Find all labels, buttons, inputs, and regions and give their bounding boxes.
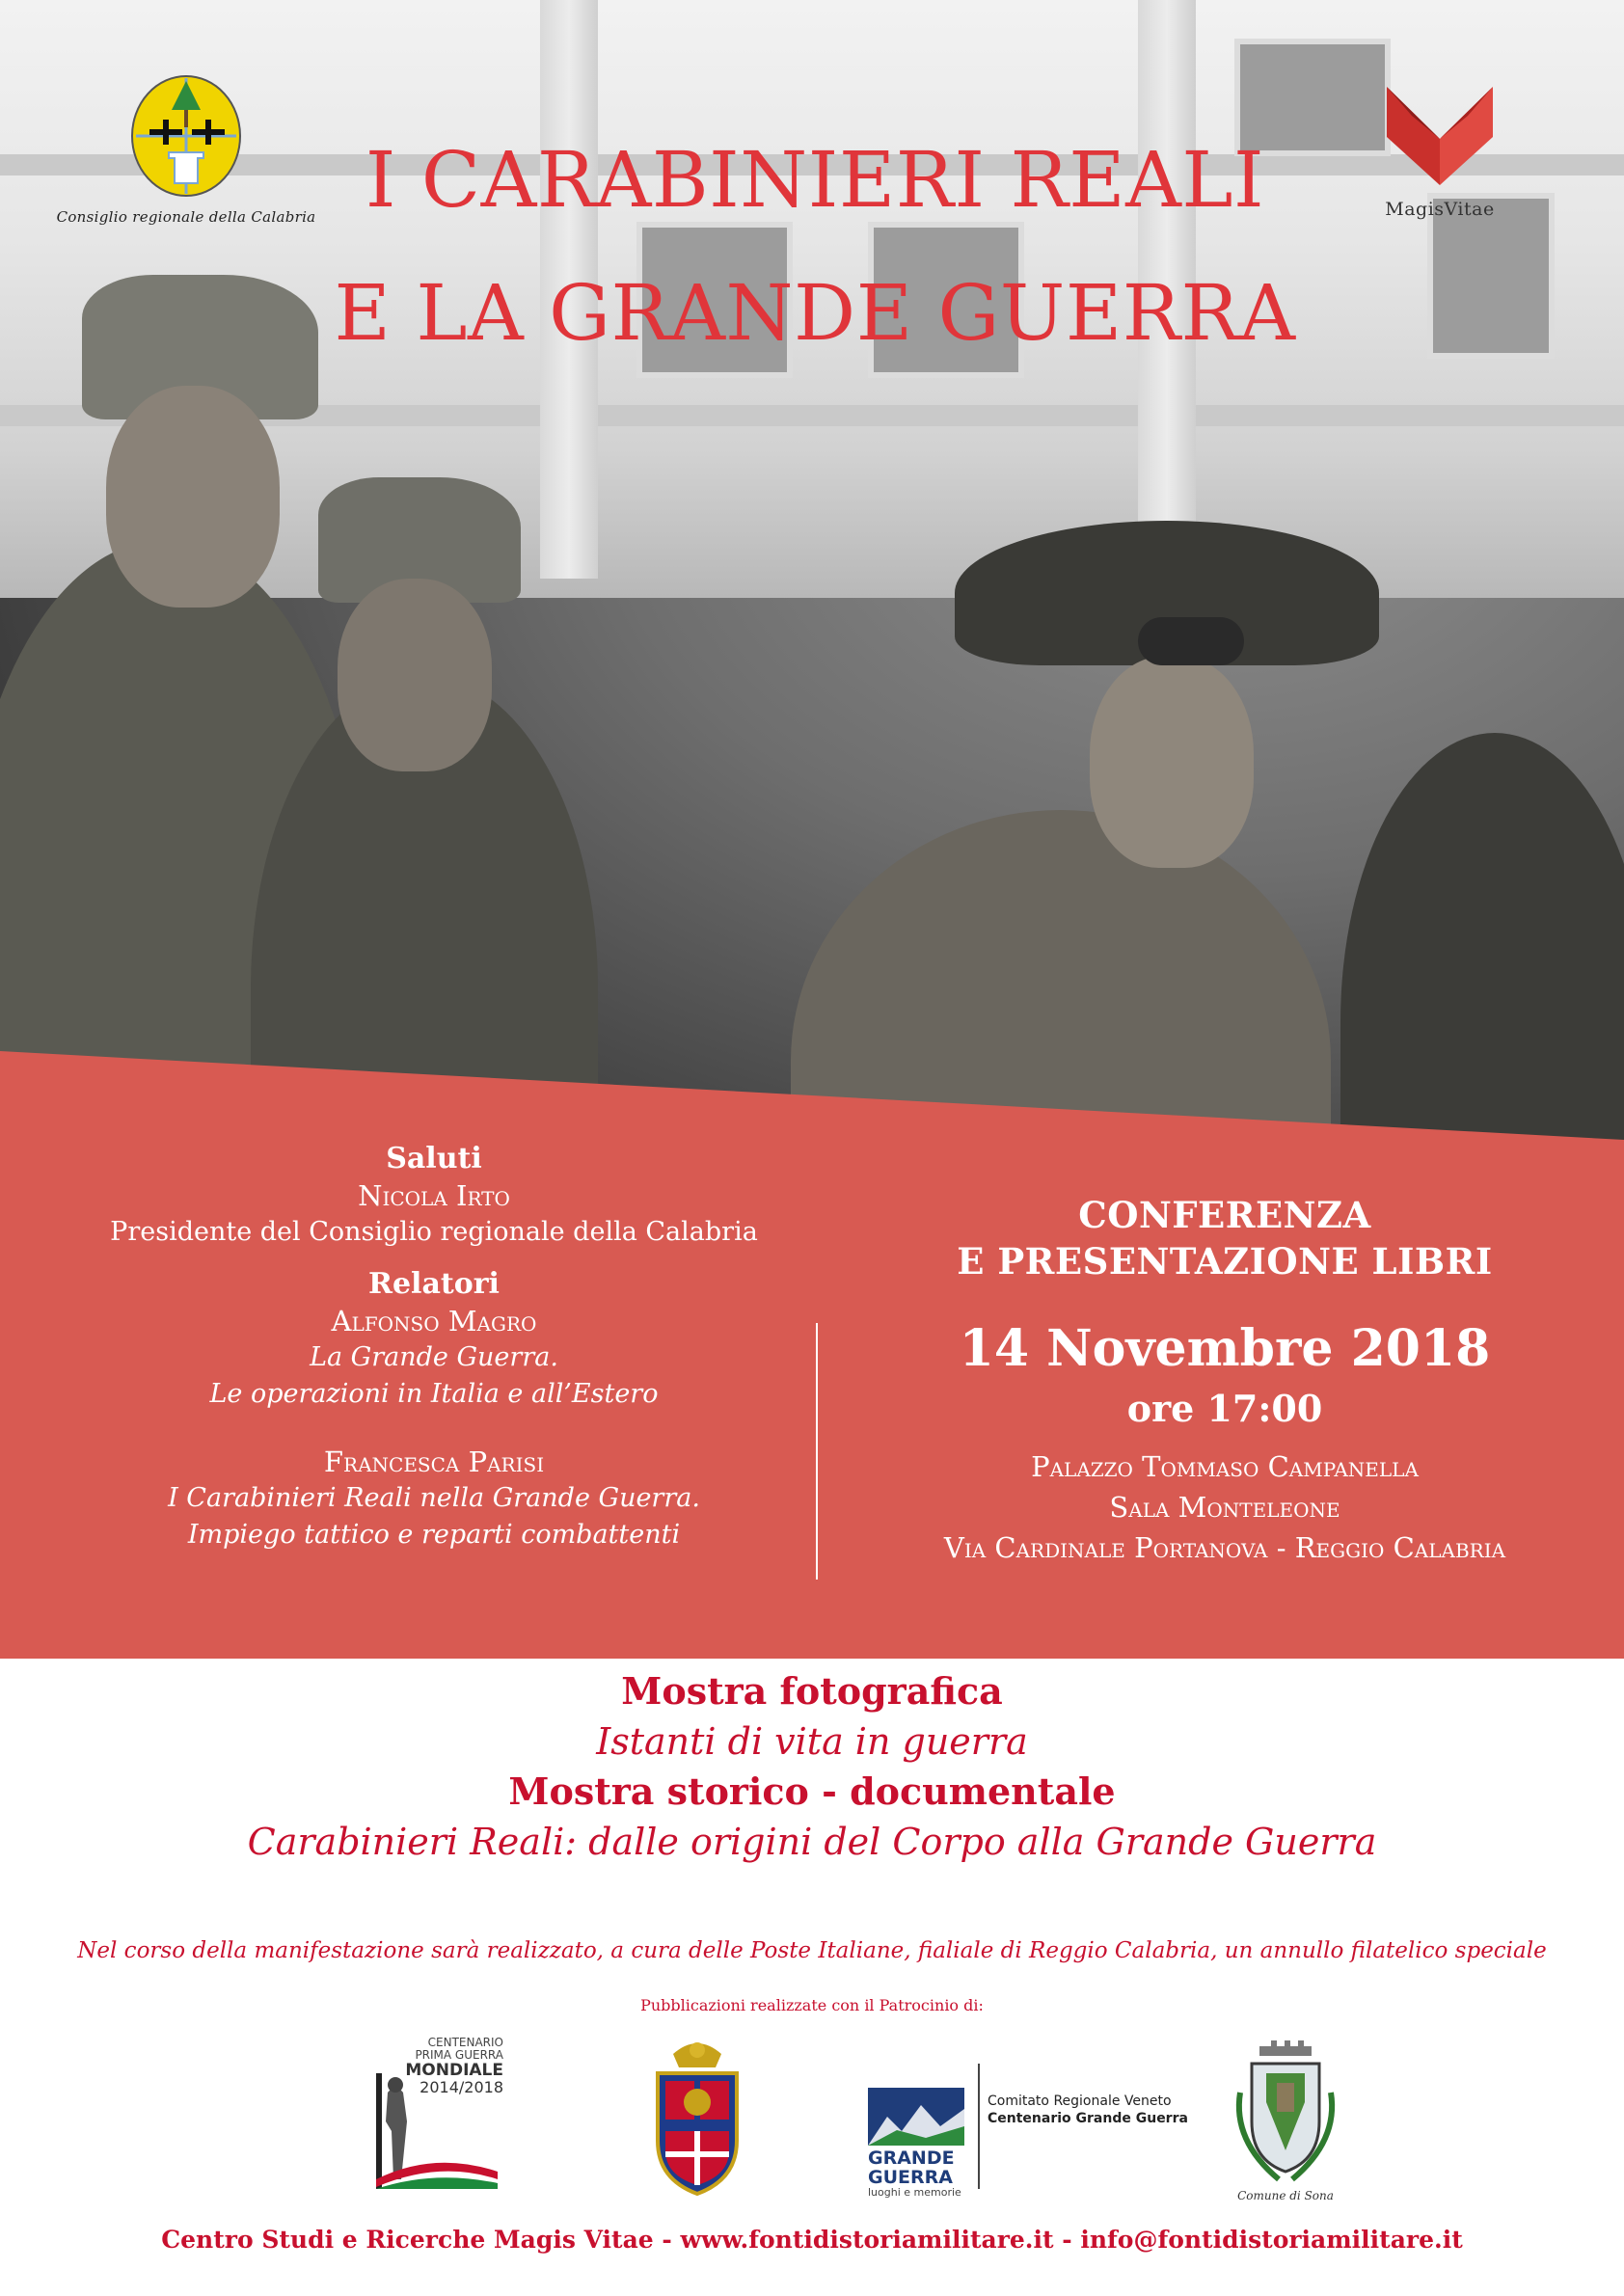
saluti-name: Nicola Irto (358, 1179, 510, 1212)
event-label-2: E PRESENTAZIONE LIBRI (957, 1240, 1493, 1283)
mostra2-heading: Mostra storico - documentale (508, 1769, 1116, 1813)
centenario-l1: CENTENARIO (427, 2036, 503, 2049)
soldier-face (338, 579, 492, 771)
venue-line-3: Via Cardinale Portanova - Reggio Calabria (943, 1531, 1506, 1564)
saluti-role: Presidente del Consiglio regionale della Calabria (110, 1217, 758, 1247)
gg-l1: GRANDE (868, 2147, 955, 2169)
comitato-l1: Comitato Regionale Veneto (988, 2093, 1172, 2109)
goggles (1138, 617, 1244, 665)
event-section (839, 1192, 1610, 1568)
calabria-coat-of-arms-icon (128, 73, 244, 199)
column-divider (816, 1323, 818, 1580)
event-label-1: CONFERENZA (1078, 1194, 1371, 1236)
relatore2-title2: Impiego tattico e reparti combattenti (187, 1520, 681, 1550)
event-time: ore 17:00 (1126, 1387, 1323, 1430)
relatore1-name: Alfonso Magro (331, 1305, 537, 1337)
magisvitae-caption: MagisVitae (1385, 199, 1495, 220)
centenario-l4: 2014/2018 (420, 2078, 503, 2096)
mostra2-title: Carabinieri Reali: dalle origini del Corpo alla Grande Guerra (247, 1821, 1377, 1863)
relatore2-title1: I Carabinieri Reali nella Grande Guerra. (168, 1483, 700, 1513)
patronage-heading: Pubblicazioni realizzate con il Patrocinio di: (640, 1996, 984, 2014)
relatore1-title2: Le operazioni in Italia e all’Estero (209, 1379, 659, 1409)
sona-caption: Comune di Sona (1237, 2189, 1334, 2202)
gg-l2: GUERRA (868, 2167, 953, 2188)
gg-l3: luoghi e memorie (868, 2186, 961, 2199)
carabinieri-crest (644, 2035, 750, 2202)
magisvitae-m-icon (1383, 79, 1497, 193)
relatori-heading: Relatori (368, 1267, 500, 1301)
carabinieri-coat-of-arms-icon (644, 2035, 750, 2199)
relatore1-title1: La Grande Guerra. (310, 1342, 558, 1372)
event-date: 14 Novembre 2018 (959, 1319, 1491, 1378)
saluti-heading: Saluti (386, 1142, 482, 1175)
mostra1-title: Istanti di vita in guerra (596, 1720, 1028, 1763)
consiglio-caption: Consiglio regionale della Calabria (56, 208, 316, 226)
centenario-l2: PRIMA GUERRA (415, 2048, 503, 2062)
comitato-divider (978, 2064, 980, 2189)
speakers-section (58, 1141, 810, 1553)
relatore2-name: Francesca Parisi (323, 1445, 545, 1478)
exhibitions-section (0, 1666, 1624, 1867)
centenario-logo (359, 2035, 503, 2202)
venue-line-2: Sala Monteleone (1109, 1491, 1340, 1524)
footer-contacts: Centro Studi e Ricerche Magis Vitae - www.fontidistoriamilitare.it - info@fontidistoriamilitare.it (161, 2226, 1463, 2254)
philatelic-note: Nel corso della manifestazione sarà realizzato, a cura delle Poste Italiane, fialiale di Reggio Calabria, un annullo filatelico speciale (77, 1938, 1547, 1963)
grande-guerra-landscape-icon (868, 2088, 964, 2146)
magisvitae-logo (1377, 79, 1502, 220)
comitato-l2: Centenario Grande Guerra (988, 2111, 1188, 2126)
mostra1-heading: Mostra fotografica (621, 1669, 1003, 1713)
sona-coat-of-arms-icon (1223, 2035, 1348, 2189)
title-line-2: E LA GRANDE GUERRA (334, 268, 1296, 358)
soldier-face (106, 386, 280, 608)
centenario-l3: MONDIALE (405, 2061, 503, 2080)
title-line-1: I CARABINIERI REALI (365, 135, 1265, 225)
carabiniere-face (1090, 656, 1254, 868)
comune-di-sona-logo (1223, 2035, 1348, 2202)
venue-line-1: Palazzo Tommaso Campanella (1031, 1450, 1419, 1483)
